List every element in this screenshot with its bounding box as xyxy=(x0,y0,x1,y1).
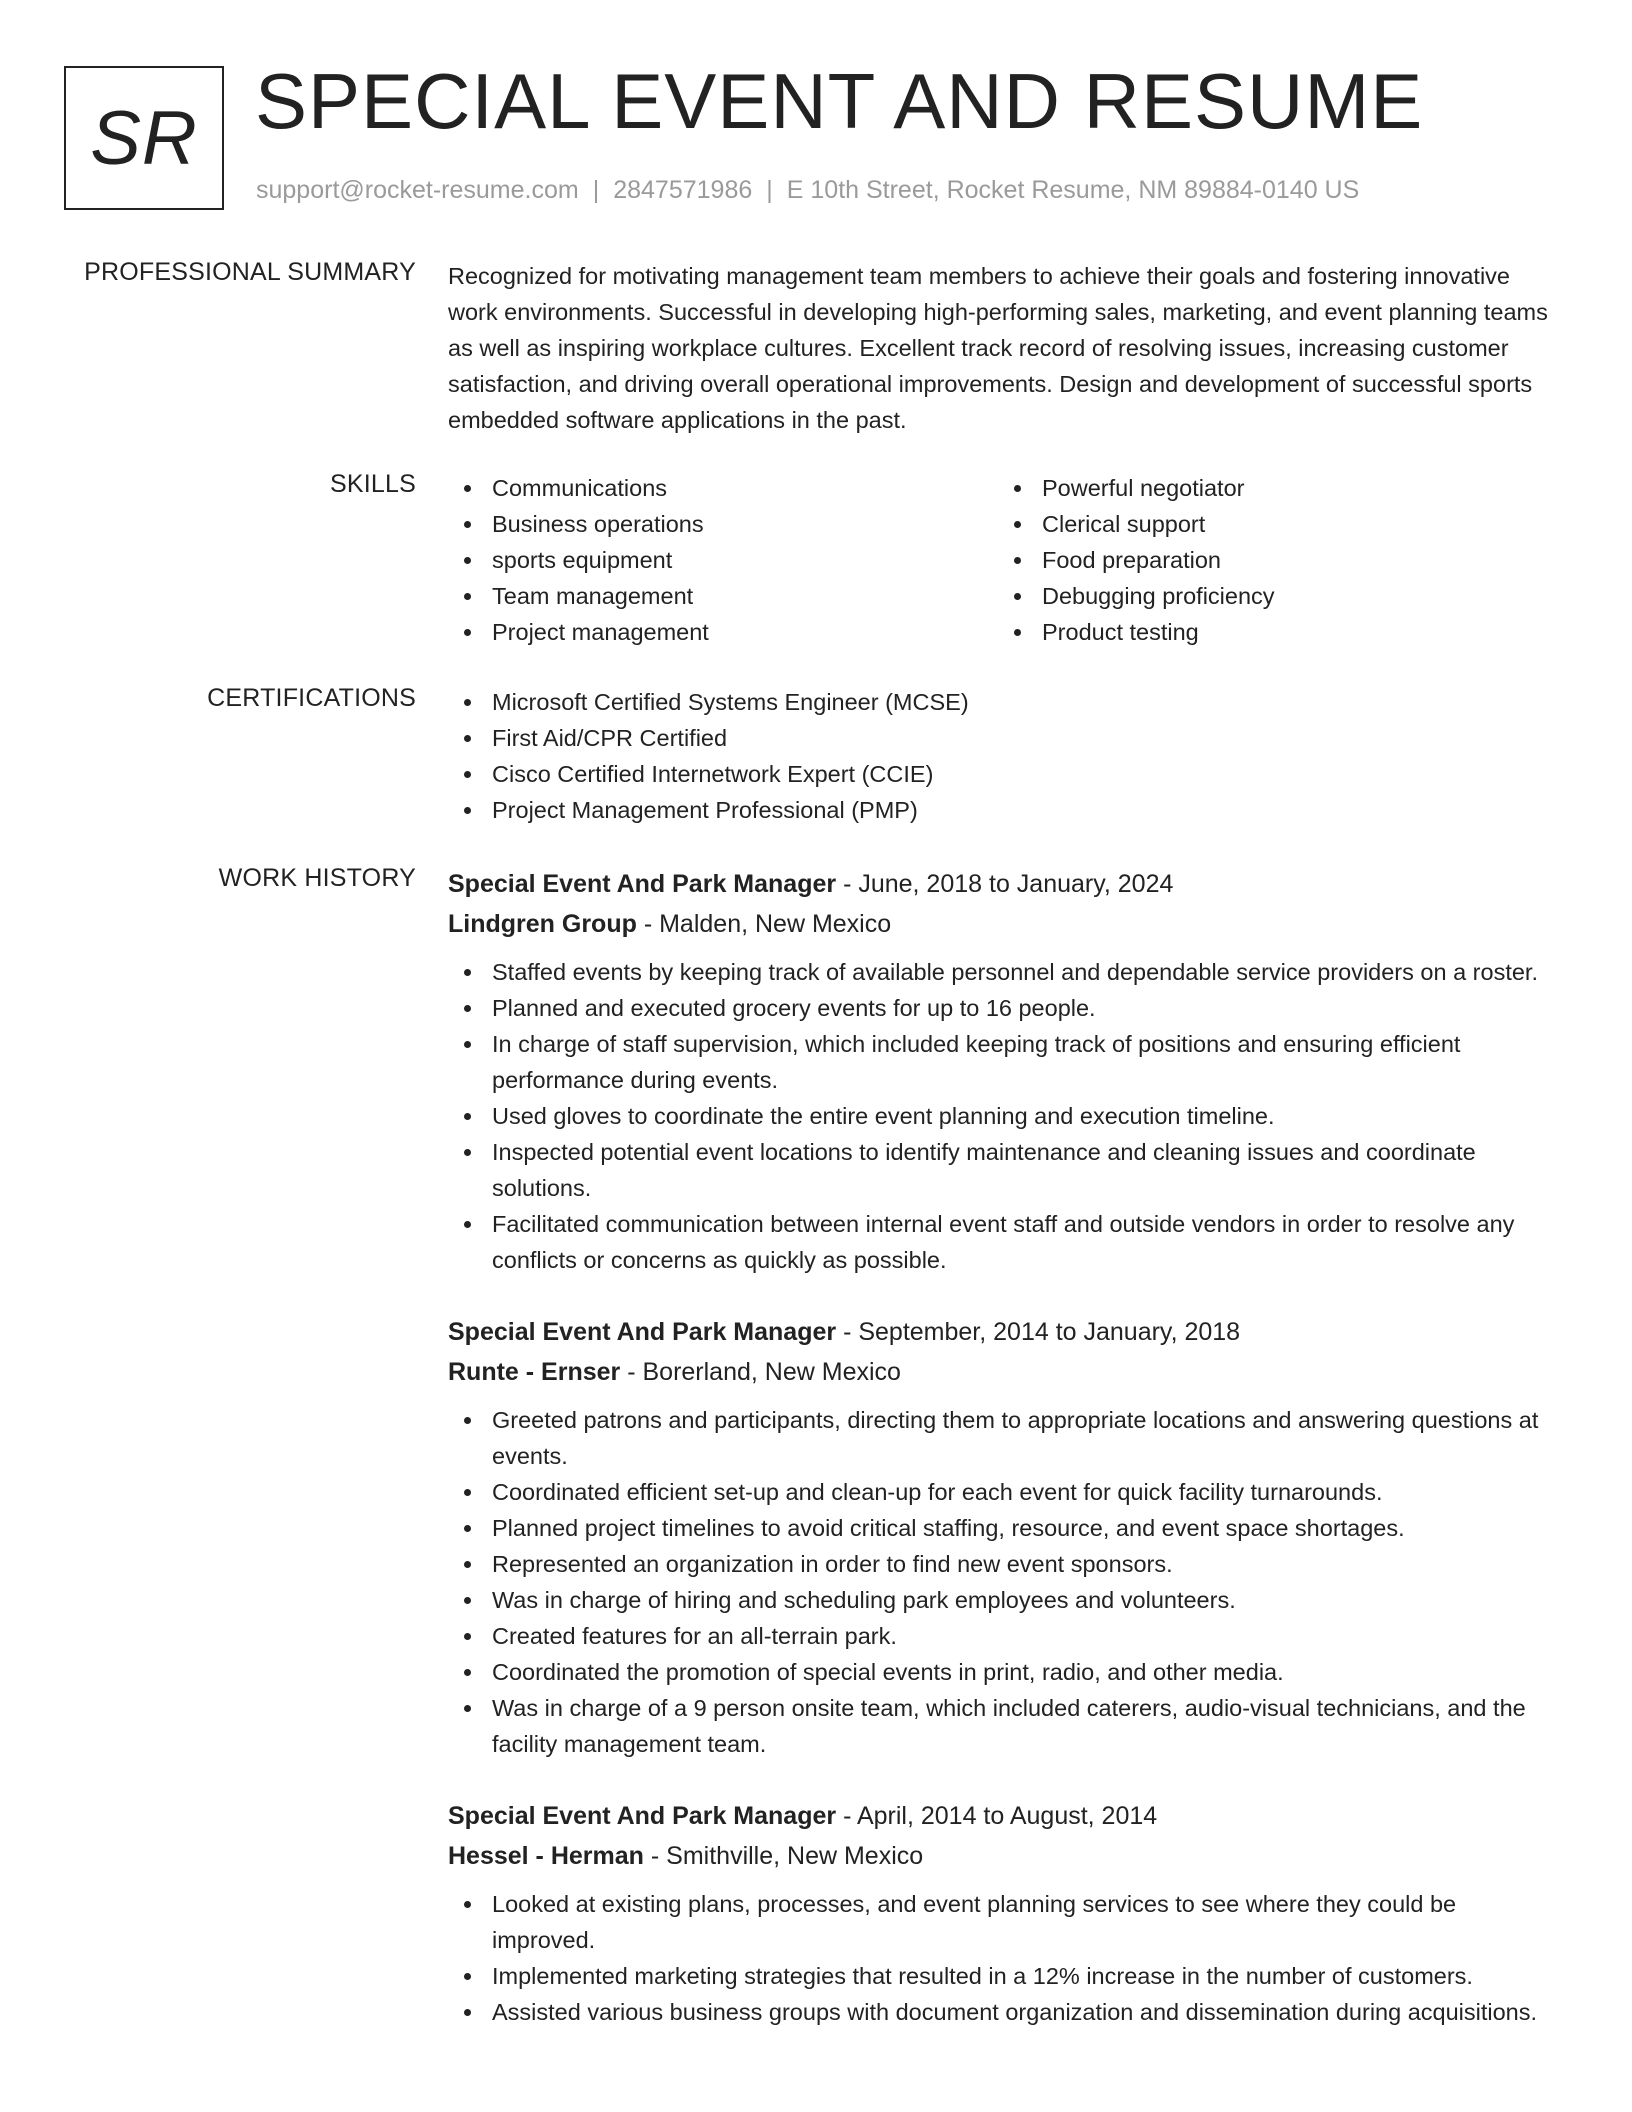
job-location: - Malden, New Mexico xyxy=(643,910,892,938)
job-company-line xyxy=(448,1836,1560,1876)
job-title: Special Event And Park Manager xyxy=(448,1318,837,1346)
skill-item: Food preparation xyxy=(998,542,1548,578)
certifications-body xyxy=(448,684,1560,828)
job-entry xyxy=(448,1312,1560,1762)
job-bullet: Represented an organization in order to find new event sponsors. xyxy=(448,1546,1560,1582)
contact-separator: | xyxy=(766,176,773,204)
skill-item: sports equipment xyxy=(448,542,998,578)
job-company-line xyxy=(448,904,1560,944)
skill-item: Clerical support xyxy=(998,506,1548,542)
monogram-initials: SR xyxy=(90,95,198,181)
skills-heading: SKILLS xyxy=(330,470,416,498)
summary-text: Recognized for motivating management team members to achieve their goals and fostering innovative work environments. Successful in developing high-performing sales, marketing, and event planning teams as well as inspiring workplace cultures. Excellent track record of resolving issues, increasing customer satisfaction, and driving overall operational improvements. Design and development of successful sports embedded software applications in the past. xyxy=(448,263,1548,433)
summary-heading: PROFESSIONAL SUMMARY xyxy=(84,258,416,286)
job-company: Lindgren Group xyxy=(448,910,637,938)
job-bullet: Assisted various business groups with document organization and dissemination during acquisitions. xyxy=(448,1994,1560,2030)
job-title-line xyxy=(448,1312,1560,1352)
job-entry xyxy=(448,864,1560,1278)
job-bullets xyxy=(448,1886,1560,2030)
job-bullet: Greeted patrons and participants, directing them to appropriate locations and answering questions at events. xyxy=(448,1402,1560,1474)
job-bullet: Facilitated communication between internal event staff and outside vendors in order to resolve any conflicts or concerns as quickly as possible. xyxy=(448,1206,1560,1278)
skills-list-right xyxy=(998,470,1548,650)
job-dates: - June, 2018 to January, 2024 xyxy=(843,870,1174,898)
job-bullet: Inspected potential event locations to identify maintenance and cleaning issues and coordinate solutions. xyxy=(448,1134,1560,1206)
certification-item: First Aid/CPR Certified xyxy=(448,720,1560,756)
job-bullet: Planned project timelines to avoid critical staffing, resource, and event space shortages. xyxy=(448,1510,1560,1546)
job-bullet: Looked at existing plans, processes, and event planning services to see where they could be improved. xyxy=(448,1886,1560,1958)
skill-item: Project management xyxy=(448,614,998,650)
job-company: Hessel - Herman xyxy=(448,1842,644,1870)
skill-item: Powerful negotiator xyxy=(998,470,1548,506)
job-dates: - April, 2014 to August, 2014 xyxy=(843,1802,1158,1830)
job-bullet: Implemented marketing strategies that resulted in a 12% increase in the number of customers. xyxy=(448,1958,1560,1994)
monogram-box xyxy=(64,66,224,210)
job-title: Special Event And Park Manager xyxy=(448,870,837,898)
job-company-line xyxy=(448,1352,1560,1392)
certification-item: Project Management Professional (PMP) xyxy=(448,792,1560,828)
job-bullet: Created features for an all-terrain park. xyxy=(448,1618,1560,1654)
certifications-list xyxy=(448,684,1560,828)
work-history-body xyxy=(448,864,1560,2064)
job-bullet: Was in charge of hiring and scheduling park employees and volunteers. xyxy=(448,1582,1560,1618)
certification-item: Cisco Certified Internetwork Expert (CCIE) xyxy=(448,756,1560,792)
skills-list-left xyxy=(448,470,998,650)
contact-line xyxy=(256,176,1359,205)
skills-grid xyxy=(448,470,1560,650)
skill-item: Communications xyxy=(448,470,998,506)
skill-item: Product testing xyxy=(998,614,1548,650)
skill-item: Team management xyxy=(448,578,998,614)
job-title-line xyxy=(448,864,1560,904)
job-title: Special Event And Park Manager xyxy=(448,1802,837,1830)
work-history-heading: WORK HISTORY xyxy=(218,864,416,892)
job-bullet: Planned and executed grocery events for up to 16 people. xyxy=(448,990,1560,1026)
job-bullet: Was in charge of a 9 person onsite team, which included caterers, audio-visual technicians, and the facility management team. xyxy=(448,1690,1560,1762)
job-location: - Smithville, New Mexico xyxy=(650,1842,924,1870)
job-bullet: In charge of staff supervision, which included keeping track of positions and ensuring efficient performance during events. xyxy=(448,1026,1560,1098)
skill-item: Debugging proficiency xyxy=(998,578,1548,614)
job-bullets xyxy=(448,954,1560,1278)
job-bullet: Coordinated the promotion of special events in print, radio, and other media. xyxy=(448,1654,1560,1690)
contact-separator: | xyxy=(592,176,600,204)
job-title-line xyxy=(448,1796,1560,1836)
contact-address: E 10th Street, Rocket Resume, NM 89884-0140 US xyxy=(786,176,1360,204)
skill-item: Business operations xyxy=(448,506,998,542)
job-bullet: Staffed events by keeping track of available personnel and dependable service providers on a roster. xyxy=(448,954,1560,990)
certifications-heading: CERTIFICATIONS xyxy=(207,684,416,712)
contact-email: support@rocket-resume.com xyxy=(256,176,579,204)
job-bullet: Used gloves to coordinate the entire event planning and execution timeline. xyxy=(448,1098,1560,1134)
job-dates: - September, 2014 to January, 2018 xyxy=(843,1318,1241,1346)
job-bullet: Coordinated efficient set-up and clean-up for each event for quick facility turnarounds. xyxy=(448,1474,1560,1510)
job-entry xyxy=(448,1796,1560,2030)
job-location: - Borerland, New Mexico xyxy=(627,1358,901,1386)
job-bullets xyxy=(448,1402,1560,1762)
job-company: Runte - Ernser xyxy=(448,1358,621,1386)
certification-item: Microsoft Certified Systems Engineer (MCSE) xyxy=(448,684,1560,720)
contact-phone: 2847571986 xyxy=(613,176,753,204)
resume-name: SPECIAL EVENT AND RESUME xyxy=(255,57,1424,145)
